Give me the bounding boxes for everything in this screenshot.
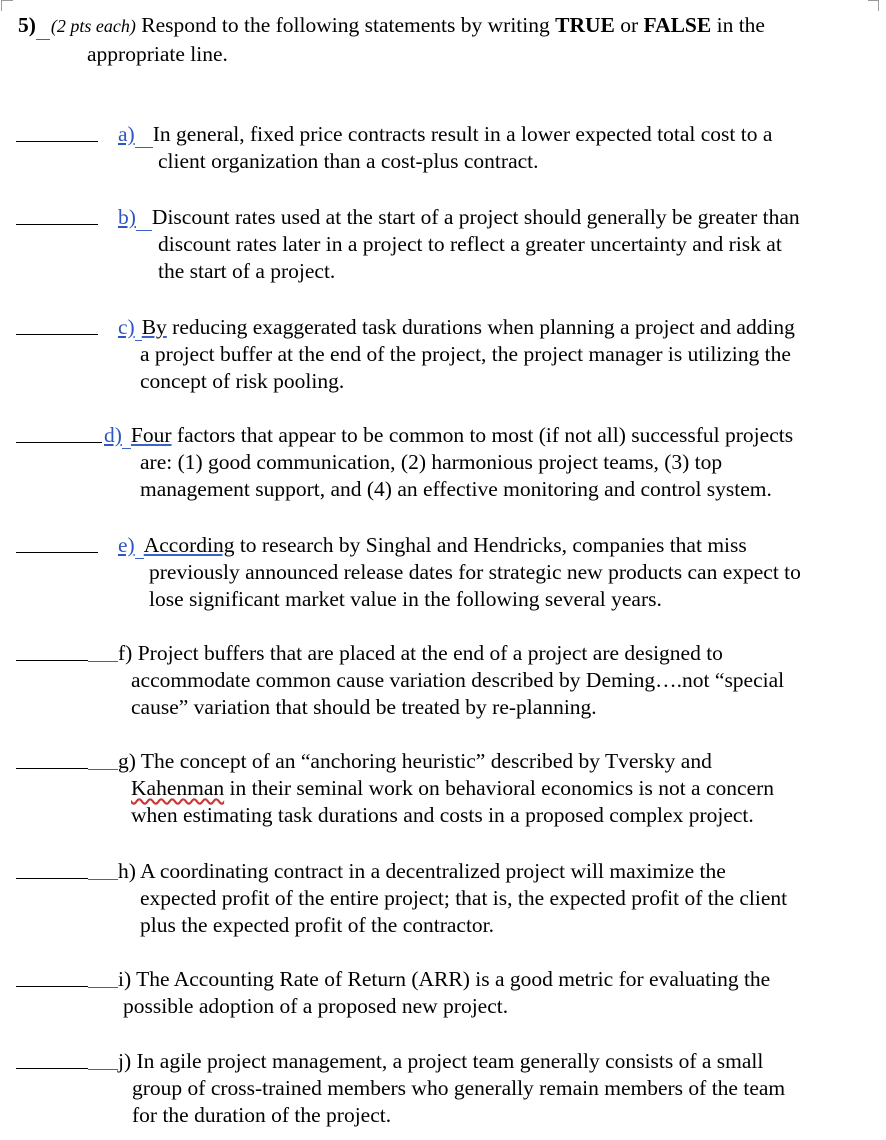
item-line: a project buffer at the end of the project, the project manager is utilizing the [140, 342, 791, 366]
statement-f [0, 636, 886, 732]
item-letter: h) [118, 859, 136, 883]
or-word: or [620, 13, 639, 37]
item-lead: According [143, 533, 235, 557]
answer-line-f-blue [88, 661, 118, 662]
item-letter: a) [118, 122, 135, 146]
item-line: rates used at the start of a project should generally be greater than [229, 205, 800, 229]
item-lead: By [141, 315, 167, 339]
instruction-text-c: appropriate line. [87, 42, 228, 66]
item-line: plus the expected profit of the contractor. [140, 913, 495, 937]
answer-line-h-blue [88, 879, 118, 880]
item-line: group of cross-trained members who generally remain members of the team [132, 1076, 786, 1100]
item-letter: e) [118, 533, 135, 557]
answer-line-e[interactable] [16, 552, 98, 553]
points-label: (2 pts each) [50, 16, 136, 36]
item-line: general, fixed price contracts result in a lower expected total cost to a [170, 122, 773, 146]
item-line: concept of risk pooling. [140, 369, 345, 393]
answer-line-g[interactable] [16, 768, 88, 769]
statement-b [0, 200, 886, 296]
crop-mark-right [878, 0, 879, 11]
item-letter: c) [118, 315, 135, 339]
item-letter: d) [104, 423, 122, 447]
item-line: reducing exaggerated task durations when planning a project and adding [166, 315, 795, 339]
misspelled-name: Kahenman [131, 776, 225, 800]
item-line: In agile project management, a project team generally consists of a small [131, 1049, 764, 1073]
item-letter: i) [118, 967, 132, 991]
item-lead: Four [130, 423, 172, 447]
item-line: possible adoption of a proposed new project. [123, 994, 509, 1018]
item-line: the start of a project. [158, 259, 336, 283]
instruction-text-b: in the [716, 13, 765, 37]
question-number: 5) [18, 13, 36, 37]
crop-mark-left [1, 0, 2, 11]
question-header [18, 11, 878, 68]
answer-line-j-blue [88, 1069, 118, 1070]
item-lead: Discount [151, 205, 230, 229]
item-line: expected profit of the entire project; that is, the expected profit of the client [140, 886, 788, 910]
item-letter: b) [118, 205, 136, 229]
statement-j [0, 1044, 886, 1140]
answer-line-f[interactable] [16, 660, 88, 661]
item-lead: In [152, 122, 171, 146]
header-underline [36, 21, 50, 40]
item-line: The concept of an “anchoring heuristic” described by Tversky and [135, 749, 712, 773]
answer-line-a[interactable] [16, 141, 98, 142]
answer-line-b[interactable] [16, 224, 98, 225]
statement-c [0, 310, 886, 406]
item-line: when estimating task durations and costs in a proposed complex project. [131, 803, 754, 827]
answer-line-i[interactable] [16, 986, 88, 987]
statement-d [0, 418, 886, 514]
item-line: lose significant market value in the following several years. [149, 587, 662, 611]
item-line: to research by Singhal and Hendricks, companies that miss [234, 533, 747, 557]
answer-line-h[interactable] [16, 878, 88, 879]
statement-g [0, 744, 886, 840]
item-letter: j) [118, 1049, 132, 1073]
item-line: for the duration of the project. [132, 1103, 392, 1127]
item-line: client organization than a cost-plus contract. [158, 149, 539, 173]
item-line: Project buffers that are placed at the end of a project are designed to [132, 641, 723, 665]
statement-e [0, 528, 886, 624]
item-line: discount rates later in a project to reflect a greater uncertainty and risk at [158, 232, 782, 256]
item-line: accommodate common cause variation described by Deming….not “special [131, 668, 785, 692]
answer-line-c[interactable] [16, 334, 98, 335]
item-letter: f) [118, 641, 133, 665]
true-word: TRUE [555, 13, 615, 37]
answer-line-j[interactable] [16, 1068, 88, 1069]
instruction-text-a: Respond to the following statements by writing [141, 13, 550, 37]
statement-h [0, 854, 886, 950]
item-line: management support, and (4) an effective monitoring and control system. [140, 477, 772, 501]
item-line: are: (1) good communication, (2) harmonious project teams, (3) top [140, 450, 723, 474]
answer-line-i-blue [88, 987, 118, 988]
crop-mark-right-h [868, 0, 879, 1]
item-line: cause” variation that should be treated by re-planning. [131, 695, 597, 719]
item-line: factors that appear to be common to most (if not all) successful projects [171, 423, 794, 447]
answer-line-d[interactable] [16, 442, 102, 443]
answer-line-g-blue [88, 769, 118, 770]
false-word: FALSE [643, 13, 712, 37]
item-line: previously announced release dates for strategic new products can expect to [149, 560, 801, 584]
crop-mark-left-h [1, 0, 13, 1]
item-line: The Accounting Rate of Return (ARR) is a good metric for evaluating the [131, 967, 771, 991]
statement-a [0, 117, 886, 213]
item-line: A coordinating contract in a decentralized project will maximize the [135, 859, 726, 883]
item-line: in their seminal work on behavioral economics is not a concern [224, 776, 775, 800]
item-letter: g) [118, 749, 136, 773]
